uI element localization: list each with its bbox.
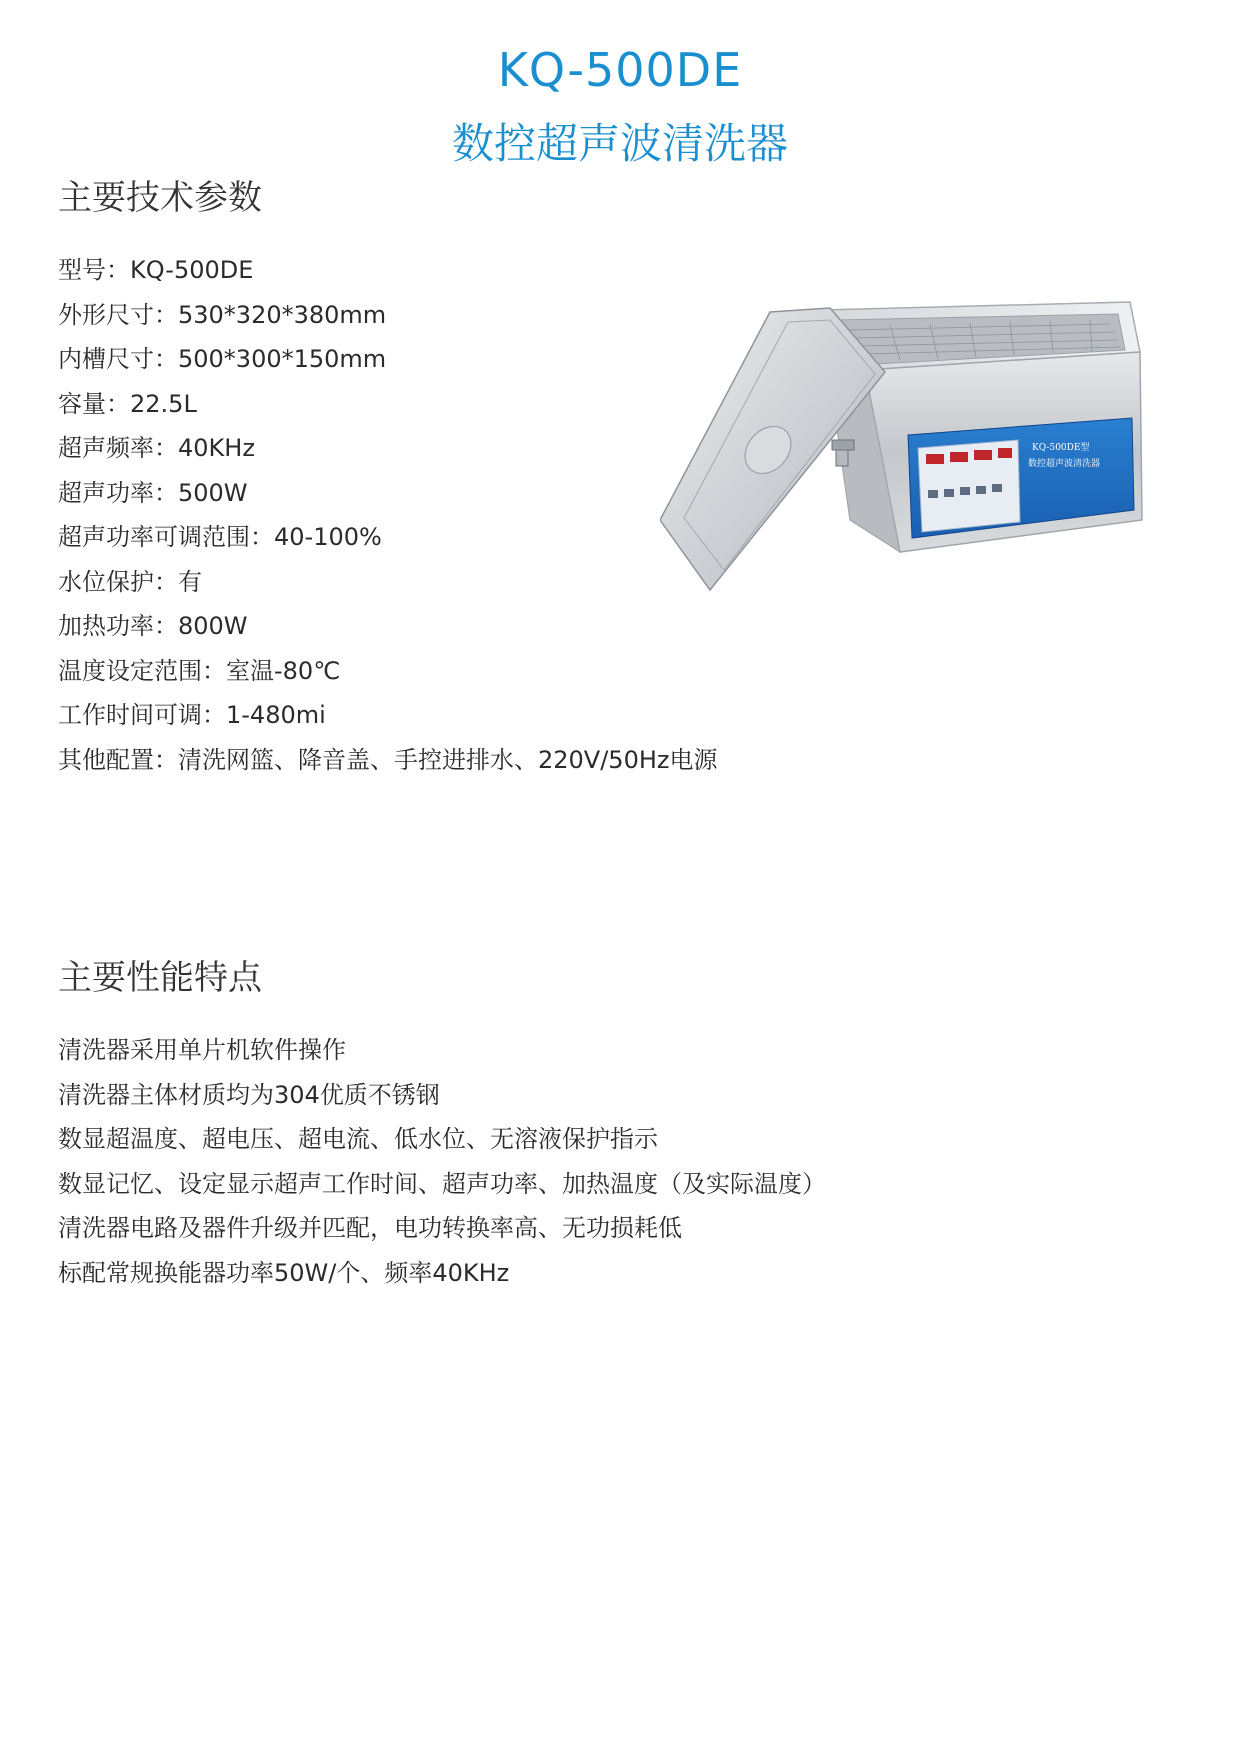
- spec-separator: ：: [154, 567, 178, 596]
- spec-label: 温度设定范围: [58, 656, 202, 685]
- spec-label: 超声功率可调范围: [58, 523, 250, 551]
- spec-separator: ：: [154, 612, 178, 640]
- feature-list: [58, 1028, 826, 1295]
- spec-label: 内槽尺寸: [58, 345, 154, 373]
- feature-item: 数显记忆、设定显示超声工作时间、超声功率、加热温度（及实际温度）: [58, 1169, 826, 1198]
- title-model: KQ-500DE: [497, 43, 743, 97]
- spec-item: [58, 426, 718, 471]
- spec-label: 超声功率: [58, 478, 154, 507]
- title-product-name: 数控超声波清洗器: [451, 119, 788, 168]
- product-image: [660, 290, 1160, 670]
- feature-item: 数显超温度、超电压、超电流、低水位、无溶液保护指示: [58, 1125, 658, 1153]
- spec-value: 800W: [178, 612, 248, 640]
- spec-item: [58, 471, 718, 516]
- spec-separator: ：: [154, 478, 178, 507]
- feature-item: 清洗器主体材质均为304优质不锈钢: [58, 1080, 440, 1109]
- spec-item: [58, 248, 718, 293]
- spec-item: [58, 693, 718, 738]
- spec-item: [58, 649, 718, 694]
- spec-item: [58, 337, 718, 382]
- spec-item: [58, 604, 718, 649]
- spec-separator: ：: [106, 256, 130, 284]
- spec-value: 530*320*380mm: [178, 300, 387, 329]
- spec-label: 加热功率: [58, 612, 154, 640]
- spec-item: [58, 293, 718, 338]
- spec-value: 清洗网篮、降音盖、手控进排水、220V/50Hz电源: [178, 745, 718, 774]
- spec-item: [58, 560, 718, 605]
- spec-value: KQ-500DE: [130, 256, 254, 284]
- spec-value: 500W: [178, 478, 248, 507]
- spec-value: 22.5L: [130, 389, 197, 418]
- feature-item: 清洗器采用单片机软件操作: [58, 1036, 346, 1064]
- spec-separator: ：: [202, 701, 226, 729]
- spec-label: 外形尺寸: [58, 300, 154, 329]
- spec-value: 有: [178, 567, 202, 596]
- spec-label: 工作时间可调: [58, 701, 202, 729]
- spec-separator: ：: [154, 745, 178, 774]
- panel-name-label: 数控超声波清洗器: [1028, 459, 1101, 469]
- feature-item: 清洗器电路及器件升级并匹配，电功转换率高、无功损耗低: [58, 1214, 682, 1242]
- spec-list: [58, 248, 718, 782]
- spec-value: 40-100%: [274, 523, 382, 551]
- spec-separator: ：: [202, 656, 226, 685]
- spec-separator: ：: [154, 300, 178, 329]
- specs-heading: 主要技术参数: [58, 178, 262, 218]
- spec-separator: ：: [250, 523, 274, 551]
- spec-value: 室温-80℃: [226, 656, 341, 685]
- spec-value: 40KHz: [178, 434, 255, 462]
- spec-separator: ：: [106, 389, 130, 418]
- spec-label: 水位保护: [58, 567, 154, 596]
- spec-item: [58, 515, 718, 560]
- spec-value: 500*300*150mm: [178, 345, 387, 373]
- spec-value: 1-480mi: [226, 701, 326, 729]
- spec-label: 型号: [58, 256, 106, 284]
- spec-label: 其他配置: [58, 745, 154, 774]
- feature-item: 标配常规换能器功率50W/个、频率40KHz: [58, 1258, 510, 1287]
- spec-item: [58, 382, 718, 427]
- spec-item: [58, 738, 718, 783]
- spec-separator: ：: [154, 345, 178, 373]
- features-heading: 主要性能特点: [58, 958, 262, 998]
- spec-label: 容量: [58, 389, 106, 418]
- panel-model-label: KQ-500DE型: [1032, 443, 1090, 453]
- spec-separator: ：: [154, 434, 178, 462]
- spec-label: 超声频率: [58, 434, 154, 462]
